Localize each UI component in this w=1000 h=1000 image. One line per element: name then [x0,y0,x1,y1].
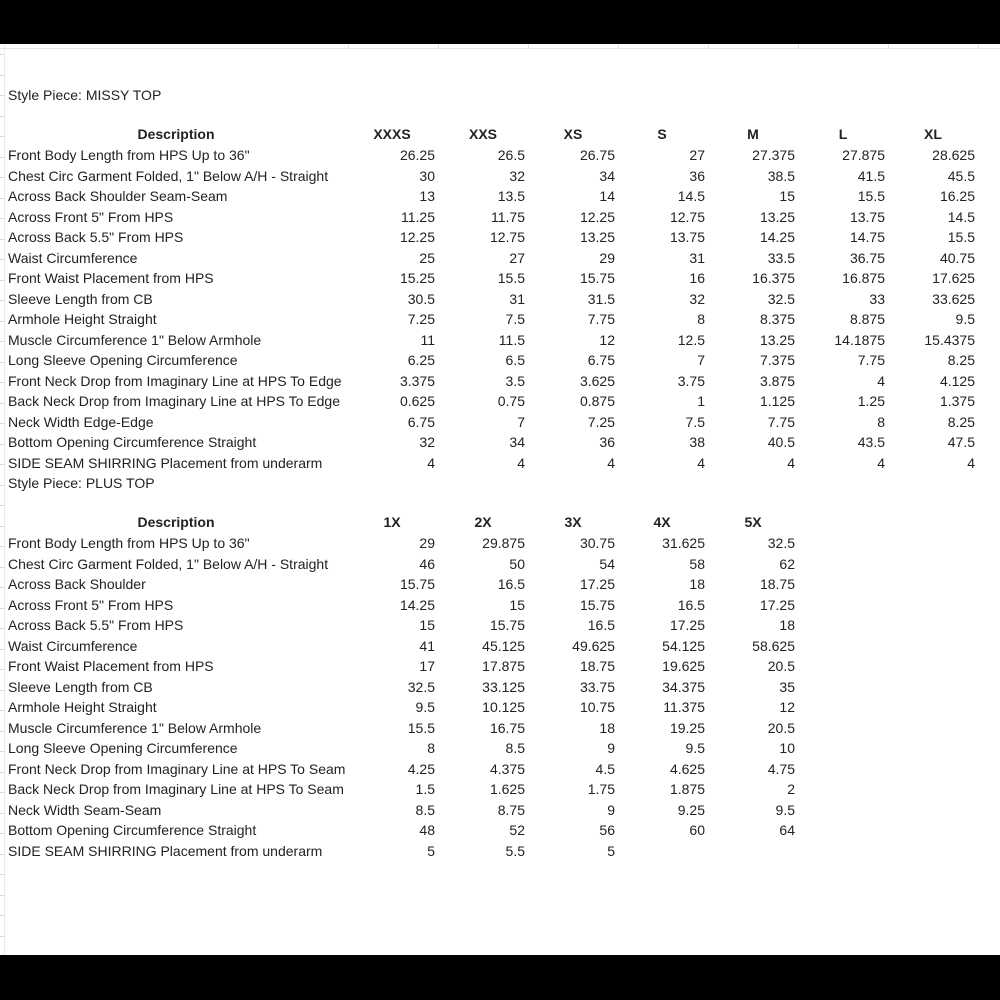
row-divider [0,116,4,117]
missy-measurement-cell[interactable]: 7.375 [759,352,795,368]
row-divider [0,608,4,609]
plus-measurement-cell[interactable]: 33.125 [482,678,525,695]
column-divider [348,44,349,48]
plus-measurement-cell[interactable]: 10.125 [482,699,525,715]
missy-measurement-cell[interactable]: 15.4375 [924,331,975,348]
plus-measurement-cell[interactable]: 46 [419,555,435,572]
plus-measurement-cell[interactable]: 48 [419,822,435,838]
column-divider [978,44,979,48]
missy-measurement-cell[interactable]: 14.5 [947,208,975,225]
row-divider [0,895,4,896]
plus-size-header-3x[interactable]: 3X [564,514,582,530]
plus-row-label[interactable]: Across Back Shoulder [8,576,146,592]
row-divider [0,403,4,404]
plus-row-label[interactable]: Front Waist Placement from HPS [8,658,214,674]
row-divider [0,177,4,178]
missy-measurement-cell[interactable]: 29 [599,249,615,266]
missy-measurement-cell[interactable]: 1.25 [857,393,885,409]
row-divider [0,75,4,76]
missy-measurement-cell[interactable]: 12.75 [669,208,705,225]
missy-measurement-cell[interactable]: 7.5 [685,413,705,430]
plus-measurement-cell[interactable]: 5 [427,842,435,859]
plus-row-label[interactable]: Neck Width Seam-Seam [8,801,162,818]
plus-measurement-cell[interactable]: 10.75 [579,699,615,715]
missy-row-label[interactable]: Back Neck Drop from Imaginary Line at HPS To Edge [8,393,341,409]
missy-measurement-cell[interactable]: 14.25 [759,229,795,245]
missy-measurement-cell[interactable]: 26.25 [399,147,435,163]
spreadsheet-sheet [0,44,1000,955]
missy-measurement-cell[interactable]: 15.5 [857,188,885,204]
missy-measurement-cell[interactable]: 30.5 [407,290,435,307]
plus-measurement-cell[interactable]: 9.5 [415,699,435,715]
plus-measurement-cell[interactable]: 15.5 [407,719,435,736]
missy-size-header-xxs[interactable]: XXS [468,126,497,142]
plus-measurement-cell[interactable]: 41 [419,637,435,654]
plus-measurement-cell[interactable]: 1.875 [669,781,705,797]
plus-size-header-4x[interactable]: 4X [653,514,671,530]
missy-row-label[interactable]: Bottom Opening Circumference Straight [8,434,257,450]
missy-measurement-cell[interactable]: 4 [877,372,885,389]
missy-measurement-cell[interactable]: 40.75 [939,249,975,266]
missy-measurement-cell[interactable]: 16.375 [752,270,795,286]
row-divider [0,546,4,547]
row-divider [0,239,4,240]
missy-measurement-cell[interactable]: 9.5 [955,311,975,327]
missy-measurement-cell[interactable]: 4.125 [939,372,975,389]
missy-measurement-cell[interactable]: 7 [697,352,705,368]
missy-measurement-cell[interactable]: 12 [599,331,615,348]
plus-measurement-cell[interactable]: 17.25 [579,576,615,592]
row-divider [0,321,4,322]
row-divider [0,628,4,629]
plus-measurement-cell[interactable]: 56 [599,822,615,838]
plus-measurement-cell[interactable]: 19.25 [669,719,705,736]
row-divider [0,792,4,793]
missy-measurement-cell[interactable]: 36 [599,434,615,450]
row-divider [0,772,4,773]
plus-measurement-cell[interactable]: 18.75 [579,658,615,674]
missy-measurement-cell[interactable]: 1.375 [939,393,975,409]
missy-row-label[interactable]: Chest Circ Garment Folded, 1" Below A/H - Straight [8,167,329,184]
missy-measurement-cell[interactable]: 4 [427,454,435,471]
plus-measurement-cell[interactable]: 49.625 [572,637,615,654]
missy-measurement-cell[interactable]: 36 [689,167,705,184]
missy-measurement-cell[interactable]: 30 [419,167,435,184]
missy-measurement-cell[interactable]: 6.5 [505,352,525,368]
plus-measurement-cell[interactable]: 18 [689,576,705,592]
missy-measurement-cell[interactable]: 3.875 [759,372,795,389]
missy-measurement-cell[interactable]: 1.125 [759,393,795,409]
missy-measurement-cell[interactable]: 4 [877,454,885,471]
plus-measurement-cell[interactable]: 19.625 [662,658,705,674]
missy-measurement-cell[interactable]: 11.75 [491,208,525,225]
row-divider [0,300,4,301]
plus-measurement-cell[interactable]: 18.75 [759,576,795,592]
row-divider [0,259,4,260]
missy-measurement-cell[interactable]: 4 [607,454,615,471]
missy-measurement-cell[interactable]: 17.625 [932,270,975,286]
plus-measurement-cell[interactable]: 9.5 [775,801,795,818]
missy-measurement-cell[interactable]: 13.25 [759,208,795,225]
missy-measurement-cell[interactable]: 45.5 [947,167,975,184]
plus-size-header-5x[interactable]: 5X [744,514,762,530]
row-divider [0,751,4,752]
plus-measurement-cell[interactable]: 9 [607,801,615,818]
column-divider [528,44,529,48]
missy-measurement-cell[interactable]: 15.5 [497,270,525,286]
plus-measurement-cell[interactable]: 4.375 [489,760,525,777]
plus-description-header[interactable]: Description [137,514,215,530]
missy-measurement-cell[interactable]: 43.5 [857,434,885,450]
plus-measurement-cell[interactable]: 1.5 [415,781,435,797]
missy-row-label[interactable]: Across Back 5.5" From HPS [8,229,184,245]
missy-measurement-cell[interactable]: 13.25 [759,331,795,348]
missy-size-header-xs[interactable]: XS [563,126,583,142]
missy-measurement-cell[interactable]: 8 [697,311,705,327]
plus-row-label[interactable]: Armhole Height Straight [8,699,157,715]
plus-measurement-cell[interactable]: 18 [599,719,615,736]
plus-row-label[interactable]: Muscle Circumference 1" Below Armhole [8,719,262,736]
row-divider [0,526,4,527]
missy-style-piece-title[interactable]: Style Piece: MISSY TOP [8,87,162,103]
column-divider [798,44,799,48]
missy-measurement-cell[interactable]: 38 [689,434,705,450]
missy-row-label[interactable]: Waist Circumference [8,249,138,266]
plus-measurement-cell[interactable]: 15.75 [489,617,525,633]
plus-row-label[interactable]: Chest Circ Garment Folded, 1" Below A/H - Straight [8,555,329,572]
missy-measurement-cell[interactable]: 11 [420,331,435,348]
missy-measurement-cell[interactable]: 15.75 [579,270,615,286]
missy-measurement-cell[interactable]: 33.625 [932,290,975,307]
missy-measurement-cell[interactable]: 25 [419,249,435,266]
missy-measurement-cell[interactable]: 32.5 [767,290,795,307]
plus-measurement-cell[interactable]: 20.5 [767,658,795,674]
missy-measurement-cell[interactable]: 41.5 [857,167,885,184]
row-divider [0,936,4,937]
missy-measurement-cell[interactable]: 8 [877,413,885,430]
plus-measurement-cell[interactable]: 11.375 [663,699,705,715]
plus-measurement-cell[interactable]: 5.5 [505,842,525,859]
plus-measurement-cell[interactable]: 15.75 [399,576,435,592]
column-divider [618,44,619,48]
plus-measurement-cell[interactable]: 29 [419,535,435,551]
column-divider [438,44,439,48]
plus-measurement-cell[interactable]: 17.25 [759,596,795,613]
plus-style-piece-title[interactable]: Style Piece: PLUS TOP [8,475,155,491]
missy-measurement-cell[interactable]: 13.25 [579,229,615,245]
missy-measurement-cell[interactable]: 3.75 [677,372,705,389]
plus-measurement-cell[interactable]: 4.25 [407,760,435,777]
plus-measurement-cell[interactable]: 17.875 [482,658,525,674]
plus-measurement-cell[interactable]: 16.5 [677,596,705,613]
missy-measurement-cell[interactable]: 14.1875 [834,331,885,348]
plus-measurement-cell[interactable]: 4.75 [767,760,795,777]
missy-measurement-cell[interactable]: 16.875 [842,270,885,286]
missy-row-label[interactable]: Neck Width Edge-Edge [8,413,154,430]
missy-measurement-cell[interactable]: 0.75 [497,393,525,409]
missy-measurement-cell[interactable]: 27.875 [842,147,885,163]
plus-row-label[interactable]: Front Body Length from HPS Up to 36" [8,535,250,551]
plus-measurement-cell[interactable]: 1.75 [587,781,615,797]
missy-measurement-cell[interactable]: 3.5 [505,372,525,389]
plus-measurement-cell[interactable]: 60 [689,822,705,838]
row-divider [0,485,4,486]
missy-measurement-cell[interactable]: 13 [419,188,435,204]
missy-measurement-cell[interactable]: 33.5 [767,249,795,266]
row-divider [0,690,4,691]
plus-row-label[interactable]: Sleeve Length from CB [8,678,153,695]
missy-row-label[interactable]: Front Body Length from HPS Up to 36" [8,147,250,163]
row-divider [0,731,4,732]
plus-measurement-cell[interactable]: 50 [509,555,525,572]
missy-measurement-cell[interactable]: 8.375 [759,311,795,327]
plus-measurement-cell[interactable]: 58 [689,555,705,572]
plus-measurement-cell[interactable]: 33.75 [579,678,615,695]
missy-measurement-cell[interactable]: 8.875 [849,311,885,327]
row-divider [0,813,4,814]
plus-measurement-cell[interactable]: 8.5 [415,801,435,818]
missy-measurement-cell[interactable]: 4 [787,454,795,471]
plus-measurement-cell[interactable]: 29.875 [482,535,525,551]
missy-measurement-cell[interactable]: 4 [697,454,705,471]
missy-measurement-cell[interactable]: 31.5 [587,290,615,307]
missy-measurement-cell[interactable]: 8.25 [947,413,975,430]
plus-measurement-cell[interactable]: 64 [779,822,795,838]
missy-measurement-cell[interactable]: 40.5 [767,434,795,450]
plus-measurement-cell[interactable]: 58.625 [752,637,795,654]
missy-row-label[interactable]: Across Back Shoulder Seam-Seam [8,188,228,204]
plus-measurement-cell[interactable]: 2 [787,781,795,797]
plus-row-label[interactable]: Long Sleeve Opening Circumference [8,740,238,756]
missy-measurement-cell[interactable]: 32 [689,290,705,307]
missy-measurement-cell[interactable]: 0.875 [579,393,615,409]
row-divider [0,649,4,650]
plus-measurement-cell[interactable]: 4.5 [595,760,615,777]
plus-measurement-cell[interactable]: 54.125 [662,637,705,654]
missy-measurement-cell[interactable]: 28.625 [932,147,975,163]
row-divider [0,444,4,445]
plus-measurement-cell[interactable]: 16.75 [489,719,525,736]
missy-measurement-cell[interactable]: 12.5 [677,331,705,348]
row-divider [0,505,4,506]
missy-measurement-cell[interactable]: 26.75 [579,147,615,163]
plus-measurement-cell[interactable]: 15 [509,596,525,613]
plus-measurement-cell[interactable]: 12 [779,699,795,715]
missy-measurement-cell[interactable]: 16 [689,270,705,286]
missy-size-header-s[interactable]: S [657,126,667,142]
missy-measurement-cell[interactable]: 4 [967,454,975,471]
plus-measurement-cell[interactable]: 1.625 [489,781,525,797]
missy-measurement-cell[interactable]: 15.5 [947,229,975,245]
plus-measurement-cell[interactable]: 5 [607,842,615,859]
missy-measurement-cell[interactable]: 27.375 [752,147,795,163]
plus-measurement-cell[interactable]: 20.5 [767,719,795,736]
plus-measurement-cell[interactable]: 54 [599,555,615,572]
plus-size-header-2x[interactable]: 2X [474,514,492,530]
missy-size-header-l[interactable]: L [838,126,848,142]
plus-row-label[interactable]: Front Neck Drop from Imaginary Line at HPS To Seam [8,760,346,777]
missy-measurement-cell[interactable]: 8.25 [947,352,975,368]
plus-measurement-cell[interactable]: 16.5 [587,617,615,633]
plus-row-label[interactable]: Across Back 5.5" From HPS [8,617,184,633]
plus-measurement-cell[interactable]: 9.5 [685,740,705,756]
missy-measurement-cell[interactable]: 7 [517,413,525,430]
missy-measurement-cell[interactable]: 0.625 [399,393,435,409]
plus-measurement-cell[interactable]: 17.25 [669,617,705,633]
row-divider [0,587,4,588]
missy-measurement-cell[interactable]: 32 [509,167,525,184]
plus-row-label[interactable]: Bottom Opening Circumference Straight [8,822,257,838]
missy-measurement-cell[interactable]: 4 [517,454,525,471]
missy-row-label[interactable]: Armhole Height Straight [8,311,157,327]
row-divider [0,423,4,424]
plus-measurement-cell[interactable]: 32.5 [407,678,435,695]
plus-measurement-cell[interactable]: 45.125 [482,637,525,654]
missy-measurement-cell[interactable]: 11.25 [401,208,435,225]
row-number-gutter [0,44,5,955]
plus-measurement-cell[interactable]: 31.625 [662,535,705,551]
row-divider [0,280,4,281]
plus-measurement-cell[interactable]: 15 [419,617,435,633]
plus-measurement-cell[interactable]: 62 [779,555,795,572]
missy-measurement-cell[interactable]: 11.5 [498,331,525,348]
missy-measurement-cell[interactable]: 7.75 [767,413,795,430]
row-divider [0,54,4,55]
row-divider [0,874,4,875]
row-divider [0,362,4,363]
plus-measurement-cell[interactable]: 15.75 [579,596,615,613]
plus-row-label[interactable]: Across Front 5" From HPS [8,596,174,613]
missy-measurement-cell[interactable]: 7.5 [505,311,525,327]
missy-size-header-xl[interactable]: XL [924,126,942,142]
row-divider [0,198,4,199]
missy-measurement-cell[interactable]: 33 [869,290,885,307]
missy-measurement-cell[interactable]: 14.5 [677,188,705,204]
plus-measurement-cell[interactable]: 30.75 [579,535,615,551]
row-divider [0,710,4,711]
missy-measurement-cell[interactable]: 26.5 [497,147,525,163]
row-divider [0,833,4,834]
missy-measurement-cell[interactable]: 47.5 [947,434,975,450]
missy-measurement-cell[interactable]: 14.75 [849,229,885,245]
missy-measurement-cell[interactable]: 3.375 [399,372,435,389]
missy-measurement-cell[interactable]: 6.25 [407,352,435,368]
column-header-strip [0,44,1000,49]
missy-measurement-cell[interactable]: 13.75 [849,208,885,225]
missy-measurement-cell[interactable]: 12.75 [489,229,525,245]
missy-measurement-cell[interactable]: 3.625 [579,372,615,389]
missy-measurement-cell[interactable]: 14 [599,188,615,204]
plus-measurement-cell[interactable]: 17 [419,658,435,674]
missy-measurement-cell[interactable]: 7.75 [857,352,885,368]
missy-measurement-cell[interactable]: 34 [599,167,615,184]
missy-measurement-cell[interactable]: 7.25 [587,413,615,430]
missy-measurement-cell[interactable]: 7.25 [407,311,435,327]
missy-row-label[interactable]: SIDE SEAM SHIRRING Placement from underarm [8,454,323,471]
plus-measurement-cell[interactable]: 52 [509,822,525,838]
plus-measurement-cell[interactable]: 8.5 [505,740,525,756]
plus-measurement-cell[interactable]: 9.25 [677,801,705,818]
missy-measurement-cell[interactable]: 1 [697,393,705,409]
missy-measurement-cell[interactable]: 27 [509,249,525,266]
row-divider [0,136,4,137]
row-divider [0,464,4,465]
missy-row-label[interactable]: Across Front 5" From HPS [8,208,174,225]
missy-row-label[interactable]: Sleeve Length from CB [8,290,153,307]
missy-row-label[interactable]: Long Sleeve Opening Circumference [8,352,238,368]
plus-measurement-cell[interactable]: 14.25 [399,596,435,613]
plus-measurement-cell[interactable]: 35 [779,678,795,695]
missy-measurement-cell[interactable]: 31 [689,249,705,266]
missy-measurement-cell[interactable]: 15 [779,188,795,204]
plus-measurement-cell[interactable]: 4.625 [669,760,705,777]
plus-measurement-cell[interactable]: 32.5 [767,535,795,551]
row-divider [0,95,4,96]
column-divider [708,44,709,48]
row-divider [0,218,4,219]
row-divider [0,854,4,855]
column-divider [888,44,889,48]
plus-row-label[interactable]: SIDE SEAM SHIRRING Placement from underarm [8,842,323,859]
missy-size-header-xxxs[interactable]: XXXS [373,126,411,142]
plus-measurement-cell[interactable]: 8.75 [497,801,525,818]
missy-measurement-cell[interactable]: 13.5 [497,188,525,204]
plus-measurement-cell[interactable]: 16.5 [497,576,525,592]
missy-measurement-cell[interactable]: 31 [509,290,525,307]
missy-measurement-cell[interactable]: 12.25 [399,229,435,245]
plus-measurement-cell[interactable]: 34.375 [662,678,705,695]
missy-row-label[interactable]: Muscle Circumference 1" Below Armhole [8,331,262,348]
missy-row-label[interactable]: Front Neck Drop from Imaginary Line at HPS To Edge [8,372,342,389]
row-divider [0,341,4,342]
row-divider [0,567,4,568]
plus-measurement-cell[interactable]: 8 [427,740,435,756]
missy-measurement-cell[interactable]: 15.25 [399,270,435,286]
missy-measurement-cell[interactable]: 34 [509,434,525,450]
missy-measurement-cell[interactable]: 12.25 [579,208,615,225]
missy-size-header-m[interactable]: M [747,126,759,142]
missy-measurement-cell[interactable]: 6.75 [407,413,435,430]
missy-measurement-cell[interactable]: 32 [419,434,435,450]
missy-measurement-cell[interactable]: 7.75 [587,311,615,327]
plus-row-label[interactable]: Waist Circumference [8,637,138,654]
missy-description-header[interactable]: Description [137,126,215,142]
missy-measurement-cell[interactable]: 13.75 [669,229,705,245]
missy-measurement-cell[interactable]: 38.5 [767,167,795,184]
plus-row-label[interactable]: Back Neck Drop from Imaginary Line at HPS To Seam [8,781,344,797]
missy-measurement-cell[interactable]: 6.75 [587,352,615,368]
missy-measurement-cell[interactable]: 16.25 [939,188,975,204]
missy-measurement-cell[interactable]: 36.75 [849,249,885,266]
missy-row-label[interactable]: Front Waist Placement from HPS [8,270,214,286]
row-divider [0,382,4,383]
row-divider [0,157,4,158]
plus-measurement-cell[interactable]: 18 [779,617,795,633]
missy-measurement-cell[interactable]: 27 [689,147,705,163]
plus-measurement-cell[interactable]: 9 [607,740,615,756]
row-divider [0,669,4,670]
row-divider [0,915,4,916]
plus-size-header-1x[interactable]: 1X [383,514,401,530]
plus-measurement-cell[interactable]: 10 [779,740,795,756]
